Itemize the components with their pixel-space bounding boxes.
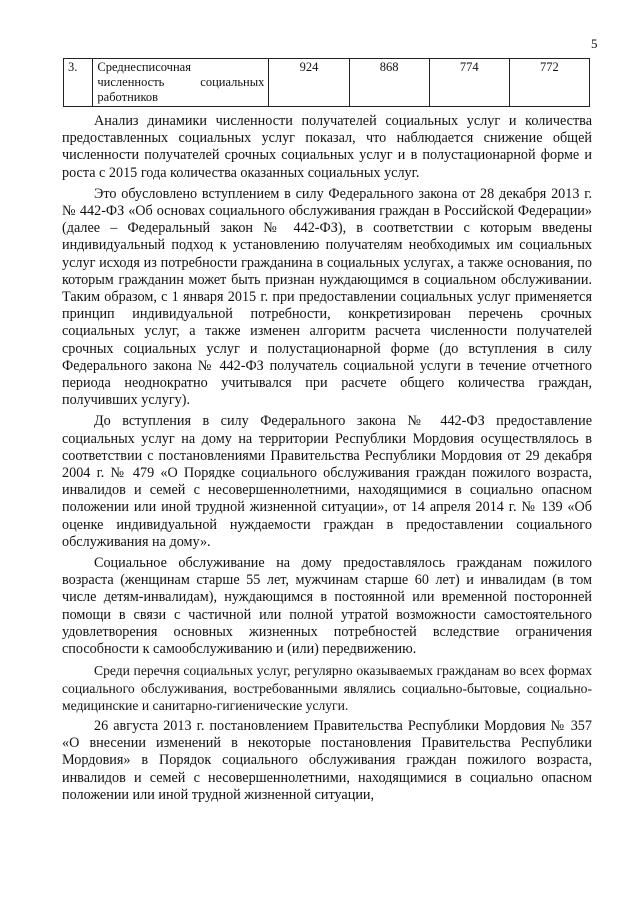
paragraph: Социальное обслуживание на дому предоставлялось гражданам пожилого возраста (женщинам старше 55 лет, мужчинам старше 60 лет) и инвалидам (в том числе детям-инвалидам), нуждающимся в постоянной или временной посторонней помощи в связи с частичной или полной утратой возможности самостоятельного удовлетворения основных жизненных потребностей вследствие ограничения способности к самообслуживанию и (или) передвижению. bbox=[62, 555, 592, 658]
value-cell: 868 bbox=[349, 59, 429, 107]
row-label-line: работников bbox=[97, 90, 159, 104]
body-text bbox=[62, 113, 592, 804]
row-number-cell: 3. bbox=[64, 59, 93, 107]
value-cell: 774 bbox=[429, 59, 509, 107]
paragraph: До вступления в силу Федерального закона № 442-ФЗ предоставление социальных услуг на дому на территории Республики Мордовия осуществлялось в соответствии с постановлениями Правительства Республики Мордовия от 29 декабря 2004 г. № 479 «О Порядке социального обслуживания граждан пожилого возраста, инвалидов и семей с несовершеннолетними, находящимися в социально опасном положении или иной трудной жизненной ситуации», от 14 апреля 2014 г. № 139 «Об оценке индивидуальной нуждаемости граждан в предоставлении социального обслуживания на дому». bbox=[62, 413, 592, 550]
value-cell: 924 bbox=[269, 59, 349, 107]
paragraph: Это обусловлено вступлением в силу Федерального закона от 28 декабря 2013 г. № 442-ФЗ «Об основах социального обслуживания граждан в Российской Федерации» (далее – Федеральный закон № 442-ФЗ), в соответствии с которым введены индивидуальный подход к установлению получателям необходимых им социальных услуг исходя из потребности гражданина в социальных услугах, а также основания, по которым гражданин может быть признан нуждающимся в социальном обслуживании. Таким образом, с 1 января 2015 г. при предоставлении социальных услуг применяется принцип индивидуальной потребности, конкретизирован перечень срочных социальных услуг, а также изменен алгоритм расчета численности получателей срочных социальных услуг и полустационарной форме (до вступления в силу Федерального закона № 442-ФЗ получатель социальной услуги в течение отчетного периода неоднократно учитывался при расчете общего количества граждан, получивших услугу). bbox=[62, 185, 592, 409]
paragraph: 26 августа 2013 г. постановлением Правительства Республики Мордовия № 357 «О внесении изменений в некоторые постановления Правительства Республики Мордовия» в Порядок социального обслуживания граждан пожилого возраста, инвалидов и семей с несовершеннолетними, находящимися в социально опасном положении или иной трудной жизненной ситуации, bbox=[62, 717, 592, 803]
value-cell: 772 bbox=[509, 59, 589, 107]
table-row bbox=[64, 59, 590, 107]
row-label-line: Среднесписочная bbox=[97, 60, 191, 74]
page-number: 5 bbox=[591, 36, 598, 51]
statistics-table bbox=[63, 58, 590, 107]
row-label-cell bbox=[93, 59, 269, 107]
paragraph: Среди перечня социальных услуг, регулярно оказываемых гражданам во всех формах социального обслуживания, востребованными являлись социально-бытовые, социально-медицинские и санитарно-гигиенические услуги. bbox=[62, 663, 592, 713]
row-label-line: численность социальных bbox=[97, 75, 265, 89]
paragraph: Анализ динамики численности получателей социальных услуг и количества предоставленных социальных услуг показал, что наблюдается снижение общей численности получателей срочных социальных услуг и в полустационарной форме и роста с 2015 года количества оказанных социальных услуг. bbox=[62, 113, 592, 181]
